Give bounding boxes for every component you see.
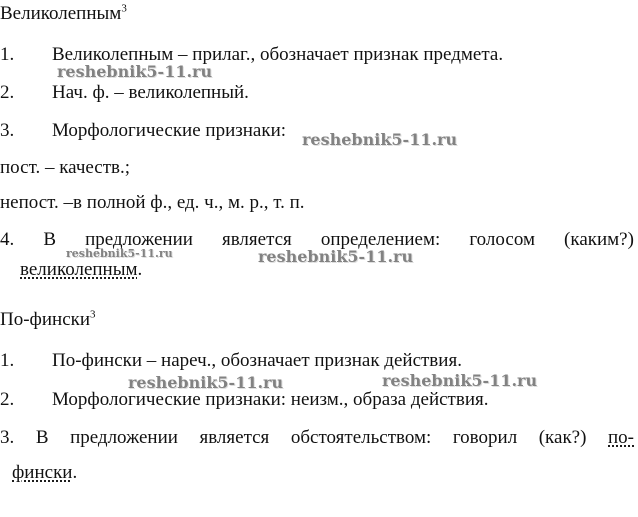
word: является	[199, 427, 270, 448]
word: обстоятельством:	[290, 427, 432, 448]
heading-footnote-mark: 3	[121, 2, 127, 15]
word: В	[35, 427, 49, 448]
list-item-number: 2.	[0, 82, 15, 103]
watermark: reshebnik5-11.ru	[66, 247, 173, 260]
word: определением:	[320, 229, 441, 250]
list-item-continuation	[20, 259, 142, 281]
list-item-justified	[0, 427, 634, 449]
watermark: reshebnik5-11.ru	[57, 62, 213, 81]
list-item-continuation	[12, 462, 77, 484]
list-item-number: 4.	[0, 229, 15, 250]
list-item-text: Морфологические признаки:	[52, 120, 287, 141]
word: является	[221, 229, 292, 250]
section-heading-velikolepnym	[0, 3, 127, 25]
sentence-end: .	[72, 462, 78, 483]
word: (как?)	[538, 427, 587, 448]
word: голосом	[469, 229, 535, 250]
list-item-number: 1.	[0, 44, 15, 65]
list-item	[0, 350, 638, 372]
list-item-text: Великолепным – прилаг., обозначает признак предмета.	[52, 44, 504, 65]
list-item-text: Нач. ф. – великолепный.	[52, 82, 249, 103]
list-item-number: 3.	[0, 427, 15, 448]
list-item	[0, 389, 638, 411]
underlined-word: по-	[608, 427, 634, 448]
watermark: reshebnik5-11.ru	[258, 247, 414, 266]
watermark: reshebnik5-11.ru	[128, 373, 284, 392]
heading-footnote-mark: 3	[90, 308, 96, 321]
word: В	[43, 229, 56, 250]
sentence-end: .	[137, 259, 143, 280]
underlined-word: фински	[12, 462, 73, 483]
variable-features: непост. –в полной ф., ед. ч., м. р., т. п.	[0, 192, 305, 213]
word: предложении	[70, 427, 178, 448]
underlined-word: великолепным	[20, 259, 138, 280]
list-item-text: Морфологические признаки: неизм., образа действия.	[52, 389, 489, 410]
heading-text: По-фински	[0, 309, 91, 330]
list-item-text: По-фински – нареч., обозначает признак действия.	[52, 350, 462, 371]
constant-features: пост. – качеств.;	[0, 157, 131, 178]
watermark: reshebnik5-11.ru	[302, 130, 458, 149]
list-item-number: 3.	[0, 120, 15, 141]
word: говорил	[452, 427, 518, 448]
word: предложении	[85, 229, 193, 250]
watermark: reshebnik5-11.ru	[382, 371, 538, 390]
list-item-number: 2.	[0, 389, 15, 410]
section-heading-pofinski	[0, 309, 96, 331]
heading-text: Великолепным	[0, 3, 122, 24]
list-item	[0, 82, 638, 104]
list-item-number: 1.	[0, 350, 15, 371]
word: (каким?)	[564, 229, 634, 250]
